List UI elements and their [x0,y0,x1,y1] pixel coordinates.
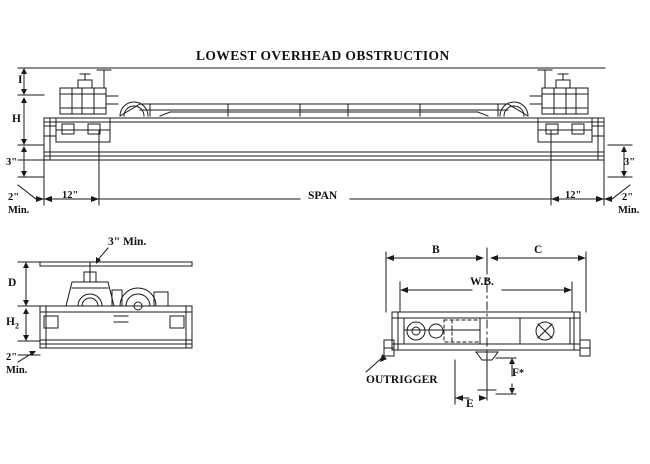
label-dim-2in-endview-min: Min. [6,365,28,376]
label-dim-3in-min: 3" Min. [108,236,147,248]
label-dim-2in-right: 2" [622,192,634,203]
label-dim-2in-left-min: Min. [8,205,30,216]
label-dim-f-star: * [519,368,525,379]
label-span: SPAN [308,190,338,202]
label-dim-2in-left: 2" [8,192,20,203]
label-dim-f-text: F [512,367,520,379]
label-outrigger: OUTRIGGER [366,374,438,386]
label-dim-h2-subscript: 2 [14,321,19,331]
label-dim-2in-right-min: Min. [618,205,640,216]
label-dim-d: D [8,277,17,289]
label-dim-h2-text: H [6,316,15,328]
label-dim-2in-endview: 2" [6,352,18,363]
label-dim-wb: W.B. [470,276,494,288]
label-dim-h: H [12,113,21,125]
label-dim-b: B [432,244,440,256]
label-dim-i: I [18,74,23,86]
label-dim-f [512,367,524,380]
label-dim-e: E [466,398,474,410]
label-lowest-overhead-obstruction: LOWEST OVERHEAD OBSTRUCTION [196,48,450,63]
label-dim-h2 [6,316,19,331]
label-dim-12in-left: 12" [62,190,79,201]
label-dim-3in-right: 3" [624,157,636,168]
label-dim-3in-left: 3" [6,157,18,168]
label-dim-c: C [534,244,543,256]
label-dim-12in-right: 12" [565,190,582,201]
